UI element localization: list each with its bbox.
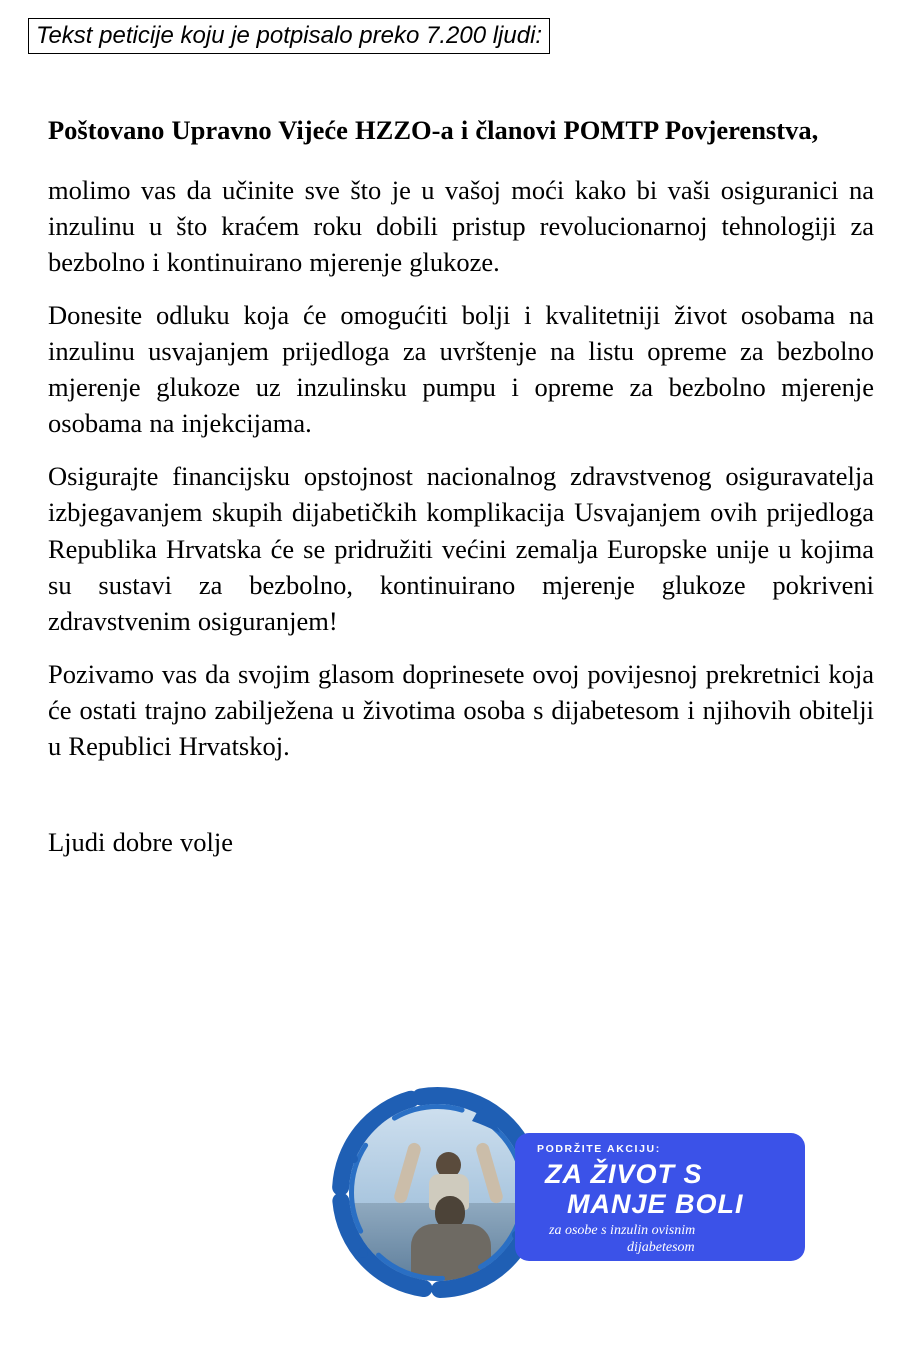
logo-banner: [515, 1133, 805, 1261]
brush-ring-icon: [330, 1085, 545, 1300]
petition-closing: Ljudi dobre volje: [48, 826, 234, 857]
banner-title-line-2: MANJE BOLI: [567, 1189, 744, 1219]
petition-header-text: Tekst peticije koju je potpisalo preko 7.200 ljudi:: [36, 22, 543, 49]
banner-subtitle-line-1: za osobe s inzulin ovisnim: [549, 1223, 696, 1238]
petition-paragraph-2: Donesite odluku koja će omogućiti bolji i kvalitetniji život osobama na inzulinu usvajanjem prijedloga za uvrštenje na listu opreme za bezbolno mjerenje glukoze uz inzulinsku pumpu i opreme za bezbolno mjerenje osobama na injekcijama.: [48, 300, 874, 439]
petition-paragraph-3: Osigurajte financijsku opstojnost nacionalnog zdravstvenog osiguravatelja izbjegavanjem skupih dijabetičkih komplikacija Usvajanjem ovih prijedloga Republika Hrvatska će se pridružiti većini zemalja Europske unije u kojima su sustavi za bezbolno, kontinuirano mjerenje glukoze pokriveni zdravstvenim osiguranjem!: [48, 461, 874, 636]
logo-ring-photo: [330, 1085, 545, 1300]
campaign-logo: [330, 1085, 810, 1315]
banner-title-line-1: ZA ŽIVOT S: [545, 1159, 703, 1189]
banner-kicker: PODRŽITE AKCIJU:: [537, 1143, 661, 1155]
petition-header-box: [28, 18, 550, 54]
petition-body: [26, 112, 896, 860]
banner-subtitle-line-2: dijabetesom: [627, 1240, 695, 1255]
petition-paragraph-4: Pozivamo vas da svojim glasom doprinesete ovoj povijesnoj prekretnici koja će ostati trajno zabilježena u životima osoba s dijabetesom i njihovih obitelji u Republici Hrvatskoj.: [48, 658, 874, 761]
petition-salutation: Poštovano Upravno Vijeće HZZO-a i članovi POMTP Povjerenstva,: [48, 115, 819, 146]
petition-paragraph-1: molimo vas da učinite sve što je u vašoj moći kako bi vaši osiguranici na inzulinu u što kraćem roku dobili pristup revolucionarnoj tehnologiji za bezbolno i kontinuirano mjerenje glukoze.: [48, 175, 874, 278]
